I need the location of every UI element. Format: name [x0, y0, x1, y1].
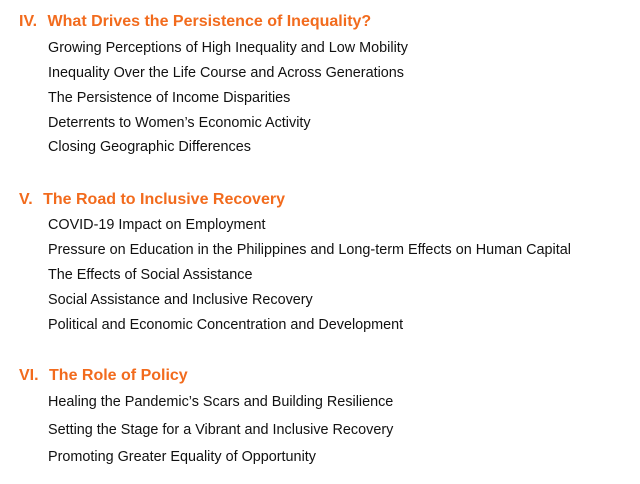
- section-heading-iv: [19, 12, 371, 32]
- section-title: The Role of Policy: [49, 367, 188, 384]
- list-item: COVID-19 Impact on Employment: [48, 217, 266, 233]
- section-heading-vi: [19, 366, 188, 386]
- list-item: Closing Geographic Differences: [48, 139, 251, 155]
- list-item: Growing Perceptions of High Inequality and Low Mobility: [48, 40, 408, 56]
- list-item: Political and Economic Concentration and Development: [48, 317, 404, 333]
- list-item: Healing the Pandemic’s Scars and Building Resilience: [48, 394, 394, 410]
- list-item: Pressure on Education in the Philippines and Long-term Effects on Human Capital: [48, 242, 571, 258]
- section-heading-v: [19, 190, 285, 210]
- section-numeral: IV.: [19, 13, 38, 30]
- list-item: Social Assistance and Inclusive Recovery: [48, 292, 313, 308]
- section-title: The Road to Inclusive Recovery: [43, 191, 285, 208]
- list-item: Inequality Over the Life Course and Across Generations: [48, 65, 404, 81]
- list-item: Setting the Stage for a Vibrant and Inclusive Recovery: [48, 422, 394, 438]
- list-item: The Effects of Social Assistance: [48, 267, 253, 283]
- section-numeral: VI.: [19, 367, 39, 384]
- section-title: What Drives the Persistence of Inequality?: [47, 13, 372, 30]
- list-item: Promoting Greater Equality of Opportunity: [48, 449, 316, 465]
- section-numeral: V.: [19, 191, 33, 208]
- list-item: The Persistence of Income Disparities: [48, 90, 291, 106]
- list-item: Deterrents to Women’s Economic Activity: [48, 115, 311, 131]
